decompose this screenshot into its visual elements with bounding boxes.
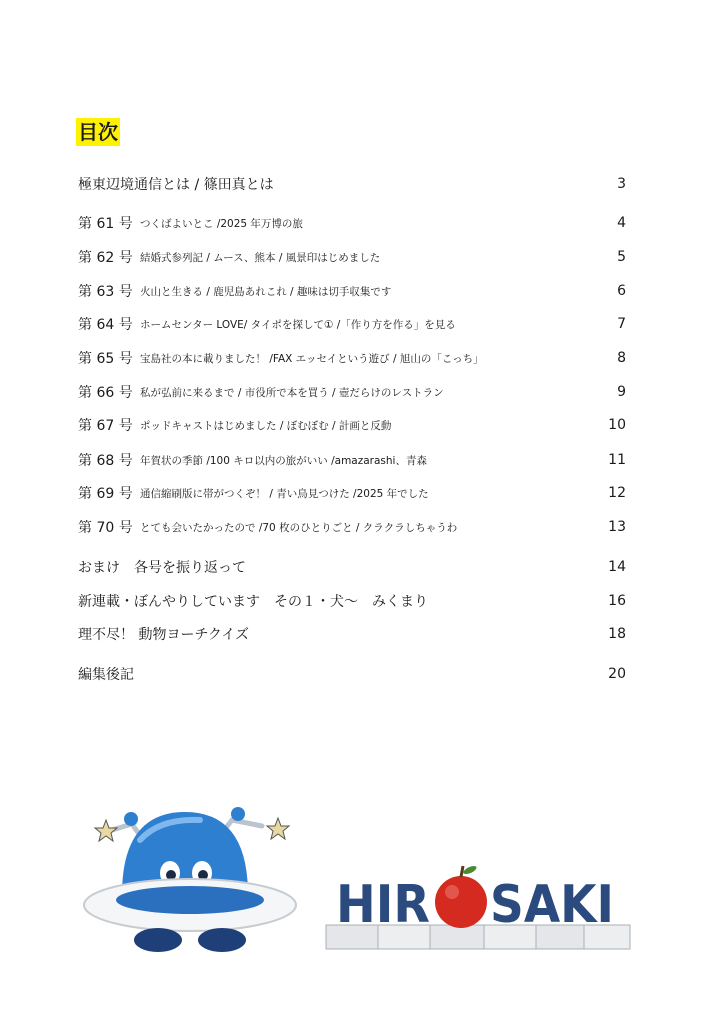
toc-page-number: 10 — [608, 417, 626, 433]
toc-row[interactable] — [78, 413, 626, 437]
toc-page-number: 4 — [617, 215, 626, 231]
toc-issue-number: 第 62 号 — [78, 250, 133, 266]
toc-entry-title: 理不尽！ 動物ヨーチクイズ — [78, 627, 250, 643]
toc-page-number: 18 — [608, 626, 626, 642]
toc-row[interactable] — [78, 380, 626, 404]
toc-issue-number: 第 65 号 — [78, 351, 133, 367]
toc-issue-number: 第 63 号 — [78, 284, 133, 300]
toc-entry-title: おまけ 各号を振り返って — [78, 560, 246, 576]
toc-issue-number: 第 67 号 — [78, 418, 133, 434]
toc-issue-number: 第 68 号 — [78, 453, 133, 469]
toc-row[interactable] — [78, 211, 626, 235]
illustrations — [0, 790, 726, 970]
toc-issue-topics: 年賀状の季節 /100 キロ以内の旅がいい /amazarashi、青森 — [140, 454, 427, 467]
hirosaki-sign — [326, 864, 630, 949]
toc-row[interactable] — [78, 312, 626, 336]
toc-page-number: 20 — [608, 666, 626, 682]
svg-text:HIR: HIR — [336, 875, 430, 935]
toc-row[interactable] — [78, 346, 626, 370]
toc-page-number: 11 — [608, 452, 626, 468]
toc-issue-number: 第 64 号 — [78, 317, 133, 333]
toc-entry-title: 編集後記 — [78, 667, 134, 683]
star-icon — [95, 820, 117, 841]
illustration-svg — [0, 790, 726, 970]
toc-issue-number: 第 61 号 — [78, 216, 133, 232]
toc-issue-topics: ポッドキャストはじめました / ぼむぼむ / 計画と反動 — [140, 419, 392, 432]
toc-issue-topics: 通信縮刷版に帯がつくぞ！ / 青い鳥見つけた /2025 年でした — [140, 487, 429, 500]
toc-issue-topics: 私が弘前に来るまで / 市役所で本を買う / 壺だらけのレストラン — [140, 386, 444, 399]
toc-issue-topics: 結婚式参列記 / ムース、熊本 / 風景印はじめました — [140, 251, 381, 264]
toc-row[interactable] — [78, 172, 626, 196]
toc-page-number: 13 — [608, 519, 626, 535]
toc-row[interactable] — [78, 555, 626, 579]
toc-entry-title: 極東辺境通信とは / 篠田真とは — [78, 177, 274, 193]
toc-row[interactable] — [78, 662, 626, 686]
toc-issue-topics: ホームセンター LOVE/ タイポを探して① /「作り方を作る」を見る — [140, 318, 456, 331]
toc-row[interactable] — [78, 622, 626, 646]
star-icon — [267, 818, 289, 839]
toc-page-number: 3 — [617, 176, 626, 192]
toc-issue-topics: 宝島社の本に載りました！ /FAX エッセイという遊び / 旭山の「こっち」 — [140, 352, 484, 365]
toc-issue-number: 第 66 号 — [78, 385, 133, 401]
toc-entry-title: 新連載・ぼんやりしています その１・犬〜 みくまり — [78, 594, 428, 610]
toc-row[interactable] — [78, 589, 626, 613]
apple-icon — [435, 864, 487, 928]
toc-page-number: 9 — [617, 384, 626, 400]
toc-page-number: 7 — [617, 316, 626, 332]
page-title: 目次 — [78, 120, 118, 144]
toc-page-number: 16 — [608, 593, 626, 609]
toc-row[interactable] — [78, 481, 626, 505]
toc-page-number: 12 — [608, 485, 626, 501]
toc-issue-topics: 火山と生きる / 鹿児島あれこれ / 趣味は切手収集です — [140, 285, 392, 298]
toc-issue-number: 第 70 号 — [78, 520, 133, 536]
toc-row[interactable] — [78, 515, 626, 539]
toc-page-number: 14 — [608, 559, 626, 575]
mascot-illustration — [84, 807, 296, 952]
svg-text:SAKI: SAKI — [490, 875, 614, 935]
toc-issue-number: 第 69 号 — [78, 486, 133, 502]
toc-issue-topics: つくばよいとこ /2025 年万博の旅 — [140, 217, 303, 230]
toc-page-number: 5 — [617, 249, 626, 265]
toc-page-number: 6 — [617, 283, 626, 299]
toc-issue-topics: とても会いたかったので /70 枚のひとりごと / クラクラしちゃうわ — [140, 521, 458, 534]
toc-page-number: 8 — [617, 350, 626, 366]
toc-row[interactable] — [78, 245, 626, 269]
toc-row[interactable] — [78, 448, 626, 472]
toc-row[interactable] — [78, 279, 626, 303]
